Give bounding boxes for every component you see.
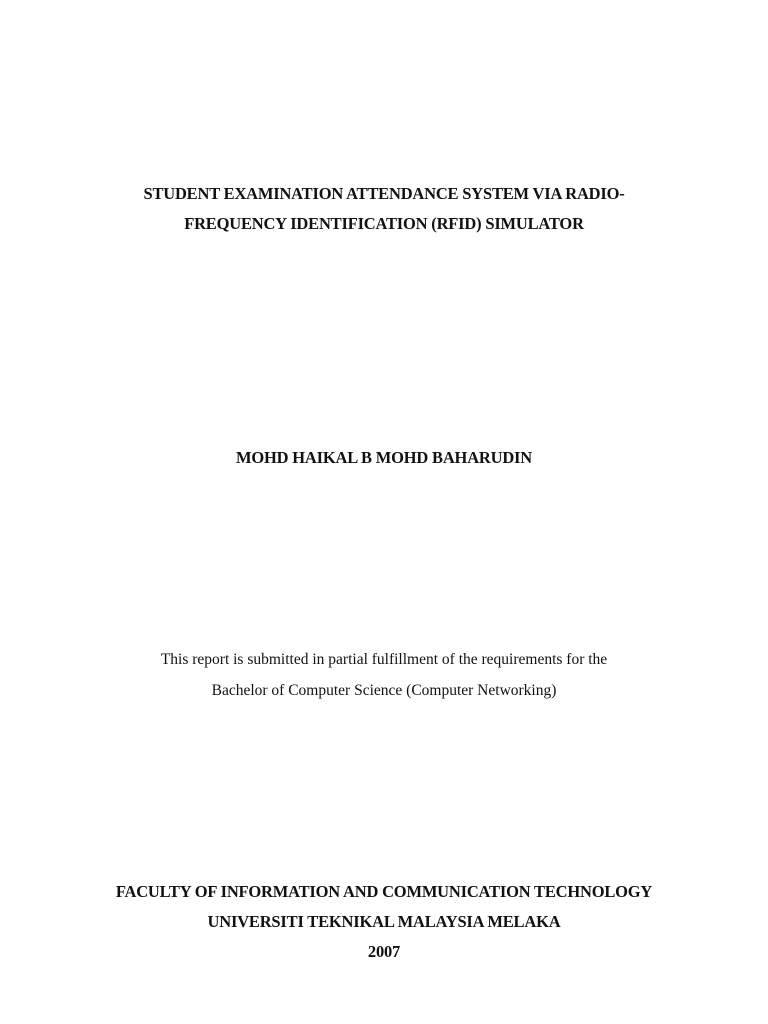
author-name: MOHD HAIKAL B MOHD BAHARUDIN: [236, 448, 532, 467]
submission-statement-line-2: Bachelor of Computer Science (Computer Networking): [211, 682, 557, 699]
faculty-name: FACULTY OF INFORMATION AND COMMUNICATION TECHNOLOGY: [115, 882, 653, 901]
report-title-line-2: FREQUENCY IDENTIFICATION (RFID) SIMULATOR: [184, 214, 584, 233]
report-title-line-1: STUDENT EXAMINATION ATTENDANCE SYSTEM VIA RADIO-: [143, 184, 625, 203]
submission-year: 2007: [367, 942, 401, 961]
university-name: UNIVERSITI TEKNIKAL MALAYSIA MELAKA: [207, 912, 561, 931]
submission-statement-line-1: This report is submitted in partial fulfillment of the requirements for the: [160, 651, 608, 668]
